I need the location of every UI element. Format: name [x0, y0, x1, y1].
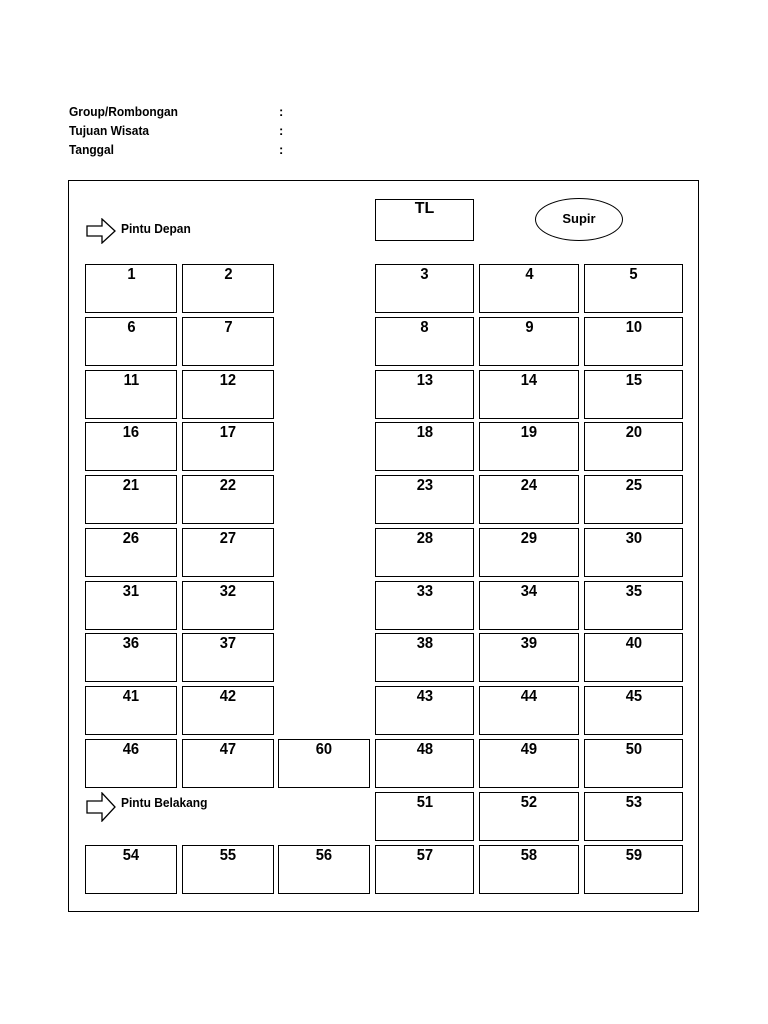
seat-number: 11: [123, 372, 139, 389]
seat-5[interactable]: [584, 264, 683, 313]
seat-number: 57: [416, 847, 433, 864]
seat-6[interactable]: [85, 317, 177, 366]
seat-44[interactable]: [479, 686, 579, 735]
seat-number: 50: [625, 741, 642, 758]
seat-number: 56: [315, 847, 333, 864]
seat-42[interactable]: [182, 686, 274, 735]
seat-12[interactable]: [182, 370, 274, 419]
seat-number: 58: [520, 847, 538, 864]
seat-number: 20: [625, 424, 642, 441]
seat-26[interactable]: [85, 528, 177, 577]
seat-number: 30: [625, 530, 642, 547]
seat-30[interactable]: [584, 528, 683, 577]
seat-number: 17: [219, 424, 237, 441]
destination-colon: :: [279, 123, 284, 138]
seat-number: 55: [219, 847, 237, 864]
seat-55[interactable]: [182, 845, 274, 894]
seat-41[interactable]: [85, 686, 177, 735]
seat-number: 18: [416, 424, 433, 441]
seat-number: 22: [219, 477, 237, 494]
date-label: Tanggal: [69, 142, 114, 157]
seat-number: 15: [625, 372, 642, 389]
seat-36[interactable]: [85, 633, 177, 682]
seat-19[interactable]: [479, 422, 579, 471]
seat-number: 7: [223, 319, 233, 336]
seat-number: 4: [524, 266, 534, 283]
seat-number: 27: [219, 530, 237, 547]
seat-number: 37: [219, 635, 237, 652]
seat-1[interactable]: [85, 264, 177, 313]
seat-number: 25: [625, 477, 642, 494]
seat-16[interactable]: [85, 422, 177, 471]
seat-60[interactable]: [278, 739, 370, 788]
seat-18[interactable]: [375, 422, 474, 471]
seat-35[interactable]: [584, 581, 683, 630]
seat-58[interactable]: [479, 845, 579, 894]
seat-number: 46: [122, 741, 140, 758]
seat-22[interactable]: [182, 475, 274, 524]
seat-49[interactable]: [479, 739, 579, 788]
seat-number: 1: [126, 266, 136, 283]
seat-9[interactable]: [479, 317, 579, 366]
seat-number: 28: [416, 530, 433, 547]
seat-number: 33: [416, 583, 433, 600]
seat-number: 59: [625, 847, 642, 864]
seat-number: 35: [625, 583, 642, 600]
seat-24[interactable]: [479, 475, 579, 524]
seat-number: 53: [625, 794, 642, 811]
seat-57[interactable]: [375, 845, 474, 894]
seat-43[interactable]: [375, 686, 474, 735]
seat-40[interactable]: [584, 633, 683, 682]
seat-number: 48: [416, 741, 433, 758]
seat-number: 23: [416, 477, 433, 494]
seat-45[interactable]: [584, 686, 683, 735]
seat-number: 8: [420, 319, 429, 336]
rear-door-label: Pintu Belakang: [121, 795, 208, 810]
seat-38[interactable]: [375, 633, 474, 682]
seat-25[interactable]: [584, 475, 683, 524]
seat-number: 21: [122, 477, 140, 494]
arrow-right-icon: [86, 218, 116, 244]
seat-number: 34: [520, 583, 538, 600]
seat-number: 36: [122, 635, 140, 652]
seat-27[interactable]: [182, 528, 274, 577]
group-label: Group/Rombongan: [69, 104, 178, 119]
seat-number: 12: [219, 372, 237, 389]
seat-number: 42: [219, 688, 237, 705]
seat-number: 47: [219, 741, 237, 758]
seat-number: 49: [520, 741, 538, 758]
seat-number: 13: [416, 372, 433, 389]
seat-number: 41: [122, 688, 140, 705]
seat-23[interactable]: [375, 475, 474, 524]
seat-7[interactable]: [182, 317, 274, 366]
seat-number: 9: [524, 319, 534, 336]
seat-31[interactable]: [85, 581, 177, 630]
tour-leader-seat[interactable]: [375, 199, 474, 241]
seat-number: 19: [520, 424, 538, 441]
seat-52[interactable]: [479, 792, 579, 841]
driver-label: Supir: [562, 211, 596, 226]
seat-56[interactable]: [278, 845, 370, 894]
seat-15[interactable]: [584, 370, 683, 419]
seat-number: 31: [122, 583, 140, 600]
seat-34[interactable]: [479, 581, 579, 630]
seat-number: 5: [629, 266, 638, 283]
seat-number: 10: [625, 319, 642, 336]
seat-17[interactable]: [182, 422, 274, 471]
seat-number: 51: [416, 794, 433, 811]
seat-59[interactable]: [584, 845, 683, 894]
seat-11[interactable]: [85, 370, 177, 419]
seat-10[interactable]: [584, 317, 683, 366]
seat-33[interactable]: [375, 581, 474, 630]
seat-53[interactable]: [584, 792, 683, 841]
seat-number: 32: [219, 583, 237, 600]
front-door-label: Pintu Depan: [121, 221, 191, 236]
seat-8[interactable]: [375, 317, 474, 366]
seat-4[interactable]: [479, 264, 579, 313]
seat-2[interactable]: [182, 264, 274, 313]
seat-13[interactable]: [375, 370, 474, 419]
destination-label: Tujuan Wisata: [69, 123, 150, 138]
arrow-right-icon: [86, 792, 116, 822]
seat-37[interactable]: [182, 633, 274, 682]
date-colon: :: [279, 142, 284, 157]
seat-number: 16: [122, 424, 140, 441]
seat-number: 39: [520, 635, 538, 652]
group-colon: :: [279, 104, 284, 119]
seat-46[interactable]: [85, 739, 177, 788]
seat-number: 6: [126, 319, 136, 336]
seat-number: 38: [416, 635, 433, 652]
seat-number: 40: [625, 635, 642, 652]
seat-28[interactable]: [375, 528, 474, 577]
seat-32[interactable]: [182, 581, 274, 630]
seat-50[interactable]: [584, 739, 683, 788]
seat-14[interactable]: [479, 370, 579, 419]
seat-number: 14: [520, 372, 538, 389]
seat-number: 54: [122, 847, 140, 864]
seat-number: 45: [625, 688, 642, 705]
seat-21[interactable]: [85, 475, 177, 524]
seat-47[interactable]: [182, 739, 274, 788]
seat-29[interactable]: [479, 528, 579, 577]
seat-3[interactable]: [375, 264, 474, 313]
seat-20[interactable]: [584, 422, 683, 471]
seat-number: 52: [520, 794, 538, 811]
seat-number: 43: [416, 688, 433, 705]
seat-48[interactable]: [375, 739, 474, 788]
driver-seat: [535, 198, 623, 241]
seat-number: 24: [520, 477, 538, 494]
seat-number: 3: [420, 266, 429, 283]
seat-number: 26: [122, 530, 140, 547]
seat-number: 2: [223, 266, 233, 283]
seat-number: 44: [520, 688, 538, 705]
seat-number: 60: [315, 741, 333, 758]
seat-51[interactable]: [375, 792, 474, 841]
seat-54[interactable]: [85, 845, 177, 894]
seat-39[interactable]: [479, 633, 579, 682]
tour-leader-label: TL: [414, 200, 435, 217]
seat-number: 29: [520, 530, 538, 547]
